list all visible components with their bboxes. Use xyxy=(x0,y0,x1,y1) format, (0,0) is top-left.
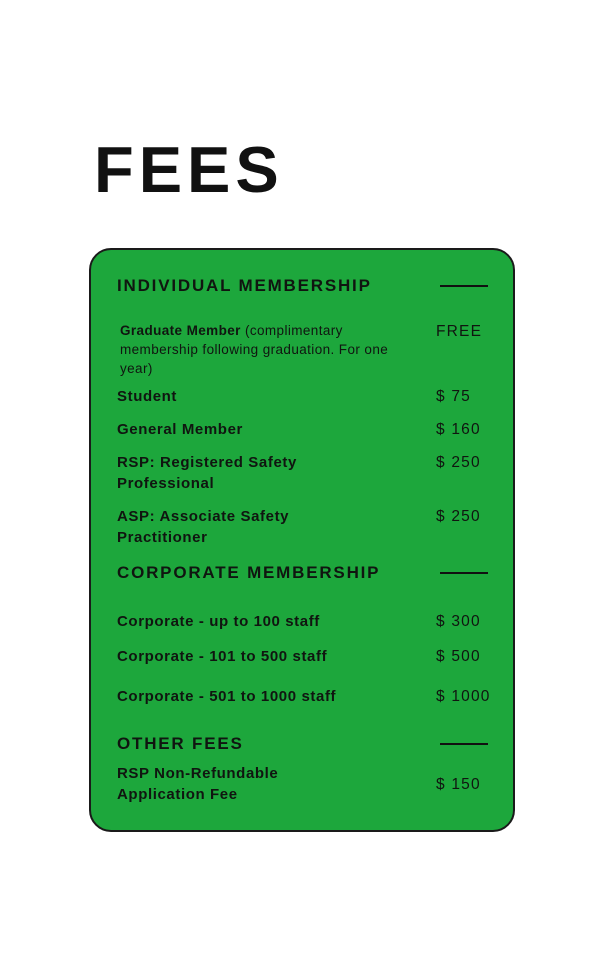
section-header-other-fees xyxy=(117,733,488,755)
fee-row-student xyxy=(117,386,488,407)
section-divider-line xyxy=(440,743,488,745)
fee-row-corporate-100 xyxy=(117,611,488,632)
fee-row-label-bold: Graduate Member xyxy=(120,323,241,338)
fee-row-rsp-professional xyxy=(117,452,488,494)
section-header-corporate xyxy=(117,562,488,584)
fee-row-general-member xyxy=(117,419,488,440)
fee-row-corporate-500 xyxy=(117,646,488,667)
section-divider-line xyxy=(440,285,488,287)
fee-row-label: ASP: Associate Safety Practitioner xyxy=(117,508,290,546)
section-heading-other-fees: OTHER FEES xyxy=(117,734,244,753)
fee-row-label: Student xyxy=(117,388,178,405)
fee-row-application-fee xyxy=(117,763,488,805)
fee-row-label: Corporate - 501 to 1000 staff xyxy=(117,688,337,705)
section-heading-corporate: CORPORATE MEMBERSHIP xyxy=(117,563,381,582)
fee-row-price: $ 300 xyxy=(436,613,481,630)
fee-row-price: $ 250 xyxy=(436,454,481,471)
section-divider-line xyxy=(440,572,488,574)
fee-row-corporate-1000 xyxy=(117,686,491,707)
fee-row-price: $ 1000 xyxy=(436,688,491,705)
fee-row-label: RSP: Registered Safety Professional xyxy=(117,454,297,492)
fee-row-label: RSP Non-Refundable Application Fee xyxy=(117,765,279,803)
section-heading-individual: INDIVIDUAL MEMBERSHIP xyxy=(117,276,372,295)
fee-row-label: General Member xyxy=(117,421,243,438)
fee-row-label-description: (complimentary membership following graduation. For one year) xyxy=(120,323,389,376)
fee-row-price: $ 150 xyxy=(436,775,481,793)
fee-row-graduate-member xyxy=(117,321,488,378)
fee-row-price: $ 160 xyxy=(436,421,481,438)
fee-row-label: Corporate - 101 to 500 staff xyxy=(117,648,328,665)
fee-row-price: $ 500 xyxy=(436,648,481,665)
fees-card xyxy=(89,248,515,832)
section-header-individual xyxy=(117,275,488,297)
fee-row-price: $ 250 xyxy=(436,508,481,525)
fee-row-asp-practitioner xyxy=(117,506,488,548)
fee-row-label xyxy=(117,321,412,378)
fee-row-label: Corporate - up to 100 staff xyxy=(117,613,320,630)
page-title: FEES xyxy=(94,133,284,206)
fee-row-price: $ 75 xyxy=(436,388,471,405)
fee-row-price: FREE xyxy=(436,323,483,340)
